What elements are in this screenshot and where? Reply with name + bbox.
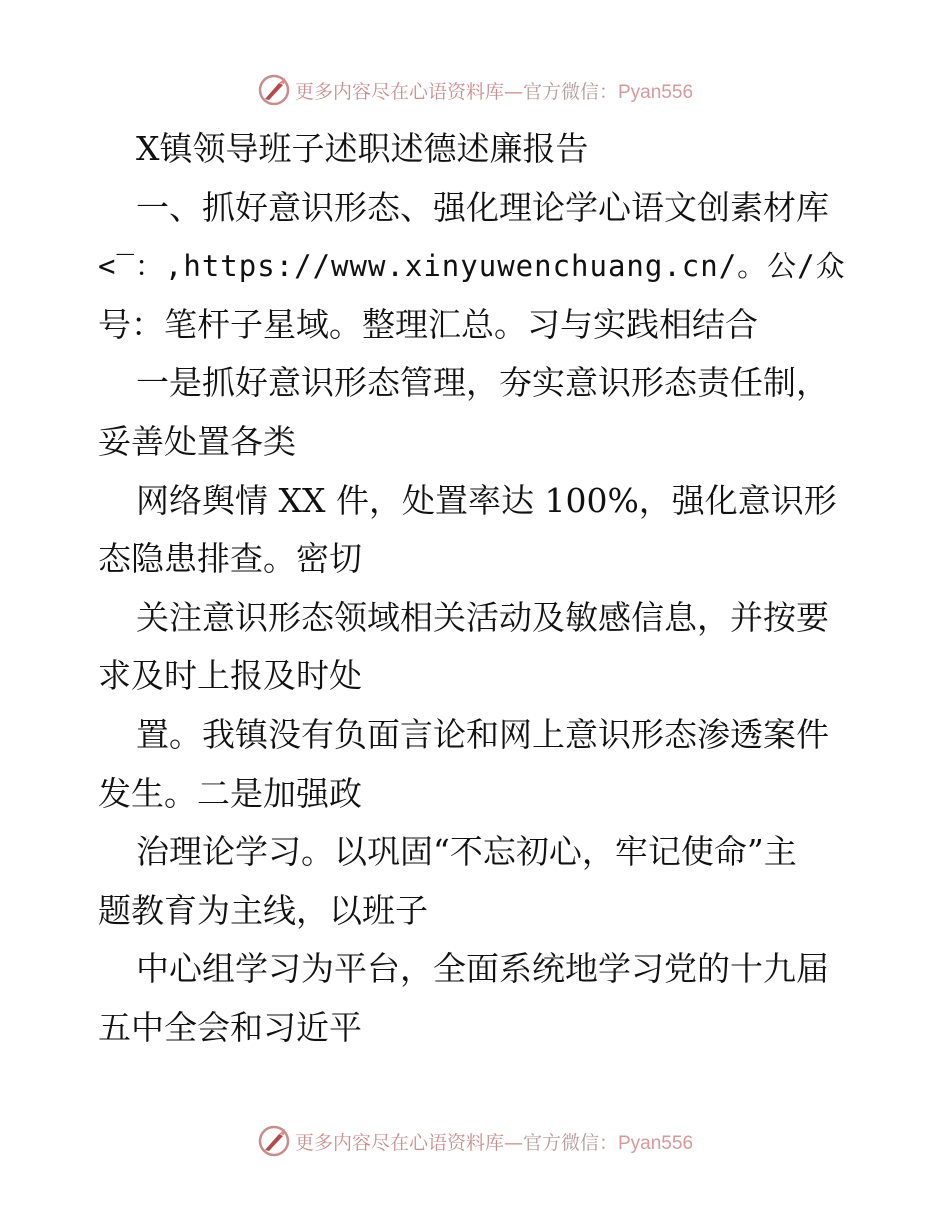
paragraph-line: 一是抓好意识形态管理，夯实意识形态责任制， — [136, 363, 829, 403]
paragraph-line: 求及时上报及时处 — [98, 656, 362, 696]
footer-text — [295, 1128, 693, 1155]
document-body — [98, 120, 858, 1058]
header-wechat-id: Pyan556 — [618, 81, 694, 103]
paragraph-line: 中心组学习为平台，全面系统地学习党的十九届 — [136, 949, 829, 989]
header-wechat-label: 官方微信： — [522, 80, 618, 103]
header-text — [295, 77, 693, 104]
paragraph-line: 治理论学习。以巩固“不忘初心，牢记使命”主 — [136, 832, 797, 872]
paragraph-line: 态隐患排查。密切 — [98, 539, 362, 579]
paragraph-line: 网络舆情 XX 件，处置率达 100%，强化意识形 — [136, 480, 837, 520]
paragraph-line: 一、抓好意识形态、强化理论学心语文创素材库 — [136, 187, 829, 227]
paragraph-line: 五中全会和习近平 — [98, 1007, 362, 1047]
header-slogan: 更多内容尽在心语资料库— — [294, 80, 523, 103]
quill-pen-circle-icon — [257, 1124, 291, 1158]
paragraph-line: 题教育为主线，以班子 — [98, 890, 428, 930]
paragraph-line: 发生。二是加强政 — [98, 773, 362, 813]
footer-wechat-id: Pyan556 — [618, 1132, 694, 1154]
paragraph-line: <‾：,https://www.xinyuwenchuang.cn/。公/众 — [98, 249, 846, 284]
header-banner — [0, 70, 950, 110]
footer-slogan: 更多内容尽在心语资料库— — [294, 1131, 523, 1154]
footer-wechat-label: 官方微信： — [522, 1131, 618, 1154]
paragraph-line: 关注意识形态领域相关活动及敏感信息，并按要 — [136, 597, 829, 637]
quill-pen-circle-icon — [257, 73, 291, 107]
paragraph-line: 号：笔杆子星域。整理汇总。习与实践相结合 — [98, 304, 758, 344]
document-title: X镇领导班子述职述德述廉报告 — [136, 129, 589, 168]
footer-banner — [0, 1121, 950, 1161]
paragraph-line: 妥善处置各类 — [98, 421, 296, 461]
paragraph-line: 置。我镇没有负面言论和网上意识形态渗透案件 — [136, 714, 829, 754]
